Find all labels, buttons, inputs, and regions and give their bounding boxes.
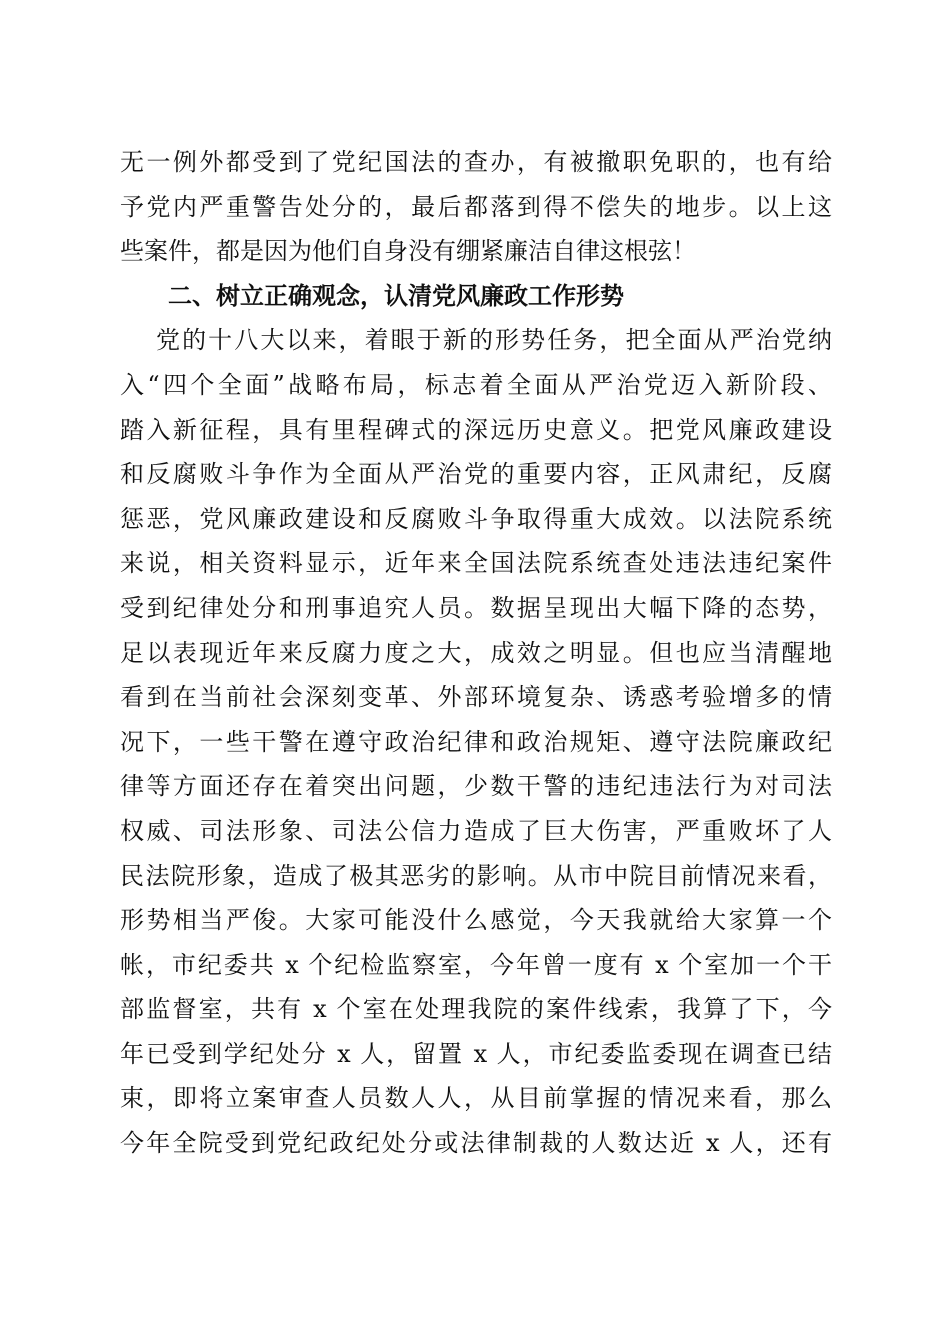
paragraph-line: 民法院形象，造成了极其恶劣的影响。从市中院目前情况来看， (120, 861, 832, 890)
paragraph-line: 权威、司法形象、司法公信力造成了巨大伤害，严重败坏了人 (120, 816, 832, 845)
paragraph-line: 形势相当严俊。大家可能没什么感觉，今天我就给大家算一个 (120, 906, 832, 935)
paragraph-line: 部监督室，共有 x 个室在处理我院的案件线索，我算了下，今 (120, 995, 832, 1024)
paragraph-line: 足以表现近年来反腐力度之大，成效之明显。但也应当清醒地 (120, 638, 832, 667)
paragraph-line: 看到在当前社会深刻变革、外部环境复杂、诱惑考验增多的情 (120, 683, 832, 712)
paragraph-line: 束，即将立案审查人员数人人，从目前掌握的情况来看，那么 (120, 1084, 832, 1113)
paragraph-line: 踏入新征程，具有里程碑式的深远历史意义。把党风廉政建设 (120, 415, 832, 444)
paragraph-line: 律等方面还存在着突出问题，少数干警的违纪违法行为对司法 (120, 772, 832, 801)
paragraph-line: 予党内严重警告处分的，最后都落到得不偿失的地步。以上这 (120, 192, 832, 221)
paragraph-line: 今年全院受到党纪政纪处分或法律制裁的人数达近 x 人，还有 (120, 1129, 832, 1158)
paragraph-line: 惩恶，党风廉政建设和反腐败斗争取得重大成效。以法院系统 (120, 504, 832, 533)
paragraph-line: 来说，相关资料显示，近年来全国法院系统查处违法违纪案件 (120, 549, 832, 578)
paragraph-line: 入“四个全面”战略布局，标志着全面从严治党迈入新阶段、 (120, 370, 832, 399)
paragraph-line: 和反腐败斗争作为全面从严治党的重要内容，正风肃纪，反腐 (120, 460, 832, 489)
section-heading: 二、树立正确观念，认清党风廉政工作形势 (168, 281, 624, 310)
paragraph-line: 无一例外都受到了党纪国法的查办，有被撤职免职的，也有给 (120, 148, 832, 176)
paragraph-line: 受到纪律处分和刑事追究人员。数据呈现出大幅下降的态势， (120, 593, 832, 622)
paragraph-line: 况下，一些干警在遵守政治纪律和政治规矩、遵守法院廉政纪 (120, 727, 832, 756)
paragraph-line: 些案件，都是因为他们自身没有绷紧廉洁自律这根弦！ (120, 237, 696, 266)
paragraph-line: 年已受到学纪处分 x 人，留置 x 人，市纪委监委现在调查已结 (120, 1039, 832, 1068)
paragraph-line: 帐，市纪委共 x 个纪检监察室，今年曾一度有 x 个室加一个干 (120, 950, 832, 979)
document-body (120, 140, 832, 1166)
paragraph-line: 党的十八大以来，着眼于新的形势任务，把全面从严治党纳 (156, 326, 832, 355)
